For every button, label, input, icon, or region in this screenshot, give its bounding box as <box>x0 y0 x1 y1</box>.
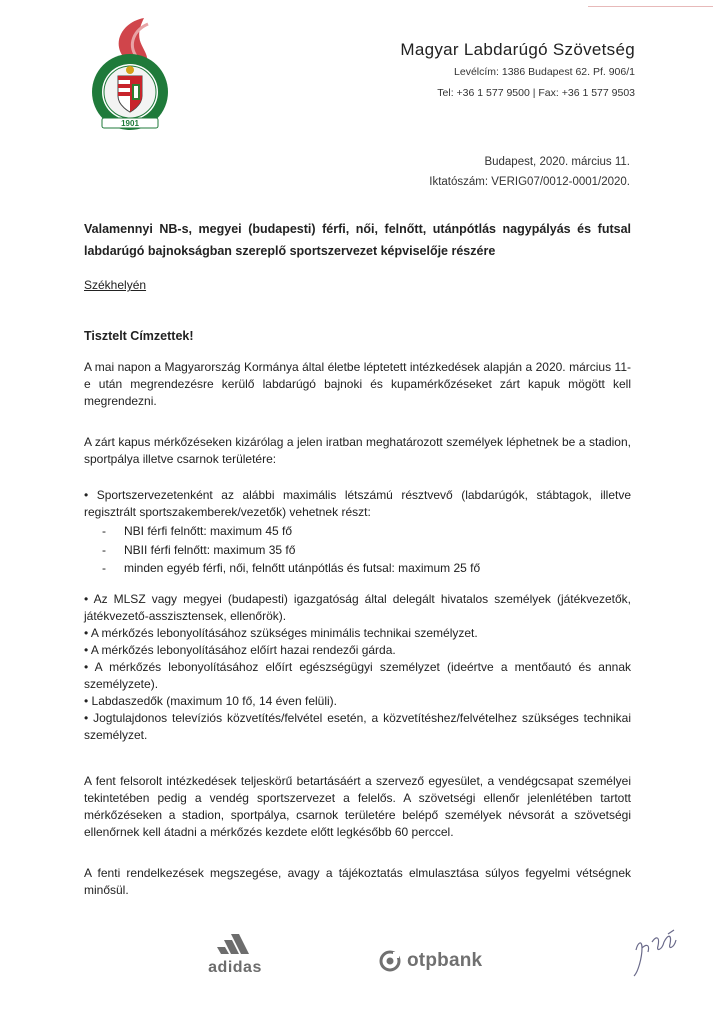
bullet-broadcast: • Jogtulajdonos televíziós közvetítés/felvétel esetén, a közvetítéshez/felvételhez szükséges technikai személyzet. <box>84 711 631 742</box>
otp-wordmark: otpbank <box>407 950 483 971</box>
paragraph-3: • Sportszervezetenként az alábbi maximális létszámú résztvevő (labdarúgók, stábtagok, illetve regisztrált sportszakemberek/vezetők) vehetnek részt: <box>84 488 631 519</box>
mlsz-logo <box>82 14 178 134</box>
otp-swirl-icon <box>379 950 401 972</box>
org-contact: Tel: +36 1 577 9500 | Fax: +36 1 577 9503 <box>437 87 635 99</box>
list-dash: - <box>102 561 106 575</box>
bullet-list <box>84 591 631 744</box>
otp-logo <box>379 950 482 972</box>
org-address: Levélcím: 1386 Budapest 62. Pf. 906/1 <box>454 66 635 78</box>
paragraph-1: A mai napon a Magyarország Kormánya által életbe léptetett intézkedések alapján a 2020. március 11-e után megrendezésre kerülő labdarúgó bajnoki és kupamérkőzéseket zárt kapuk mögött kell megrendezni. <box>84 360 631 408</box>
bullet-officials: • Az MLSZ vagy megyei (budapesti) igazgatóság által delegált hivatalos személyek (játékvezetők, játékvezető-asszisztensek, ellenőrök). <box>84 592 631 623</box>
limits-item-text: NBII férfi felnőtt: maximum 35 fő <box>124 542 296 557</box>
adidas-logo <box>200 932 270 977</box>
limits-item <box>84 559 604 578</box>
paragraph-2: A zárt kapus mérkőzéseken kizárólag a jelen iratban meghatározott személyek léphetnek be a stadion, sportpálya illetve csarnok területére: <box>84 435 631 466</box>
bullet-technical-staff: • A mérkőzés lebonyolításához szükséges minimális technikai személyzet. <box>84 626 478 640</box>
bullet-medical: • A mérkőzés lebonyolításához előírt egészségügyi személyzet (ideértve a mentőautó és annak személyzete). <box>84 660 631 691</box>
paragraph-responsibility: A fent felsorolt intézkedések teljeskörű betartásáért a szervező egyesület, a vendégcsapat személyei tekintetében pedig a vendég sportszervezet a felelős. A szövetségi ellenőr jelenlétében tartott mérkőzéseken a stadion, sportpálya, csarnok területére belépő személyek névsorát a szövetségi ellenőrnek kell átadni a mérkőzés kezdete előtt legkésőbb 60 perccel. <box>84 774 631 839</box>
paragraph-sanctions: A fenti rendelkezések megszegése, avagy a tájékoztatás elmulasztása súlyos fegyelmi vétségnek minősül. <box>84 866 631 897</box>
limits-item <box>84 522 604 541</box>
adidas-stripes-icon <box>215 932 255 954</box>
limits-list <box>84 522 604 578</box>
list-dash: - <box>102 524 106 538</box>
reference-number: Iktatószám: VERIG07/0012-0001/2020. <box>429 176 630 188</box>
bullet-stewards: • A mérkőzés lebonyolításához előírt hazai rendezői gárda. <box>84 643 396 657</box>
list-dash: - <box>102 542 106 557</box>
location-link: Székhelyén <box>84 278 147 292</box>
limits-item-text: minden egyéb férfi, női, felnőtt utánpótlás és futsal: maximum 25 fő <box>124 561 481 575</box>
signature <box>628 920 688 980</box>
limits-item-text: NBI férfi felnőtt: maximum 45 fő <box>124 524 293 538</box>
date-block <box>429 152 630 192</box>
adidas-wordmark: adidas <box>208 959 262 976</box>
corner-mark <box>588 6 713 7</box>
org-header <box>400 38 635 104</box>
addressee: Valamennyi NB-s, megyei (budapesti) férfi, női, felnőtt, utánpótlás nagypályás és futsal labdarúgó bajnokságban szereplő sportszervezet képviselője részére <box>84 222 631 258</box>
salutation: Tisztelt Címzettek! <box>84 329 194 343</box>
limits-item <box>84 541 604 560</box>
logo-year: 1901 <box>121 119 139 128</box>
bullet-ballboys: • Labdaszedők (maximum 10 fő, 14 éven felüli). <box>84 694 337 708</box>
place-date: Budapest, 2020. március 11. <box>484 156 630 168</box>
org-name: Magyar Labdarúgó Szövetség <box>400 40 635 59</box>
sponsor-bar <box>0 932 725 992</box>
